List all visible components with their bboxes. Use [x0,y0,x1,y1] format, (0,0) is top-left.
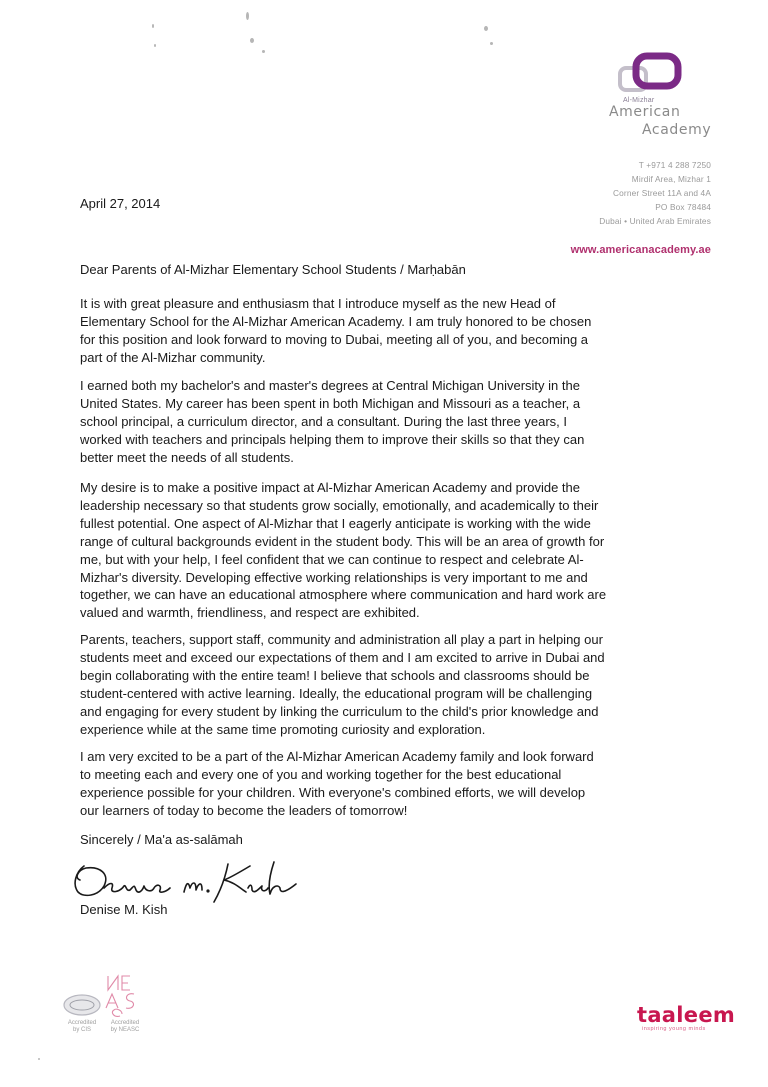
paragraph-line: fullest potential. One aspect of Al-Mizhar that I eagerly anticipate is working with the wide [80,515,591,531]
letter-greeting: Dear Parents of Al-Mizhar Elementary School Students / Marḥabān [80,262,466,277]
letter-paragraph [80,748,720,820]
scan-speck [490,42,493,45]
paragraph-line: me, but with your help, I feel confident that we can continue to respect and celebrate Al- [80,551,584,567]
scan-speck [246,12,249,20]
address-line: PO Box 78484 [655,202,711,212]
taaleem-logo: taaleem [637,1003,736,1027]
address-phone: T +971 4 288 7250 [638,160,711,170]
address-line: Corner Street 11A and 4A [613,188,711,198]
logo-name-line1: American [609,104,681,120]
letter-paragraph [80,377,720,467]
paragraph-line: My desire is to make a positive impact at Al-Mizhar American Academy and provide the [80,480,580,495]
logo-name-line2: Academy [642,122,712,138]
scan-speck [154,44,156,47]
letter-date: April 27, 2014 [80,196,161,211]
paragraph-line: our learners of today to become the leaders of tomorrow! [80,802,408,818]
scan-speck [262,50,265,53]
paragraph-line: student-centered with active learning. Ideally, the educational program will be challenging [80,685,593,701]
address-line: Mirdif Area, Mizhar 1 [631,174,711,184]
paragraph-line: begin collaborating with the entire team! I believe that schools and classrooms should be [80,667,590,683]
paragraph-line: students meet and exceed our expectations of them and I am excited to arrive in Dubai and [80,649,605,665]
paragraph-line: worked with teachers and principals helping them to improve their skills so that they can [80,431,585,447]
paragraph-line: part of the Al-Mizhar community. [80,349,266,365]
cis-caption-line: Accredited [67,1020,97,1026]
signature-icon [64,858,314,908]
letter-paragraph [80,631,720,738]
scan-speck [152,24,154,28]
paragraph-line: Parents, teachers, support staff, community and administration all play a part in helping our [80,632,603,647]
paragraph-line: It is with great pleasure and enthusiasm that I introduce myself as the new Head of [80,296,556,311]
scan-speck [38,1058,40,1060]
paragraph-line: school principal, a curriculum director, and a consultant. During the last three years, I [80,413,568,429]
paragraph-line: together, we can have an educational atmosphere where communication and hard work are [80,587,607,603]
scan-speck [484,26,488,31]
paragraph-line: United States. My career has been spent in both Michigan and Missouri as a teacher, a [80,395,581,411]
address-line: Dubai • United Arab Emirates [599,216,711,226]
paragraph-line: I am very excited to be a part of the Al-Mizhar American Academy family and look forward [80,749,594,764]
paragraph-line: leadership necessary so that students grow socially, emotionally, and academically to their [80,497,599,513]
paragraph-line: valued and warmth, friendliness, and respect are exhibited. [80,605,420,621]
paragraph-line: I earned both my bachelor's and master's degrees at Central Michigan University in the [80,378,580,393]
signer-name: Denise M. Kish [80,902,168,917]
letter-paragraph [80,295,720,367]
paragraph-line: range of cultural backgrounds evident in the student body. This will be an area of growth for [80,533,605,549]
neasc-caption-line: Accredited [110,1020,140,1026]
neasc-caption [103,1020,147,1034]
paragraph-line: experience possible for your children. With everyone's combined efforts, we will develop [80,784,586,800]
letter-paragraph [80,479,720,622]
paragraph-line: better meet the needs of all students. [80,449,294,465]
letter-closing: Sincerely / Ma'a as-salāmah [80,832,243,847]
neasc-caption-line: by NEASC [110,1027,140,1033]
cis-caption-line: by CIS [72,1027,91,1033]
cis-accreditation-logo-icon [62,992,102,1018]
paragraph-line: for this position and look forward to moving to Dubai, meeting all of you, and becoming a [80,331,589,347]
academy-logo-icon [618,52,682,98]
paragraph-line: and engaging for every student by linking the curriculum to the child's prior knowledge and [80,703,599,719]
logo-small-text: Al-Mizhar [623,97,655,104]
paragraph-line: to meeting each and every one of you and working together for the best educational [80,766,562,782]
taaleem-tagline: inspiring young minds [642,1026,706,1032]
scan-speck [250,38,254,43]
paragraph-line: Mizhar's diversity. Developing effective working relationships is very important to me and [80,569,588,585]
cis-caption [60,1020,104,1034]
paragraph-line: Elementary School for the Al-Mizhar American Academy. I am truly honored to be chosen [80,313,592,329]
paragraph-line: experience while at the same time promoting curiosity and exploration. [80,721,486,737]
neasc-accreditation-logo-icon [100,972,144,1020]
website-link[interactable]: www.americanacademy.ae [570,244,711,256]
